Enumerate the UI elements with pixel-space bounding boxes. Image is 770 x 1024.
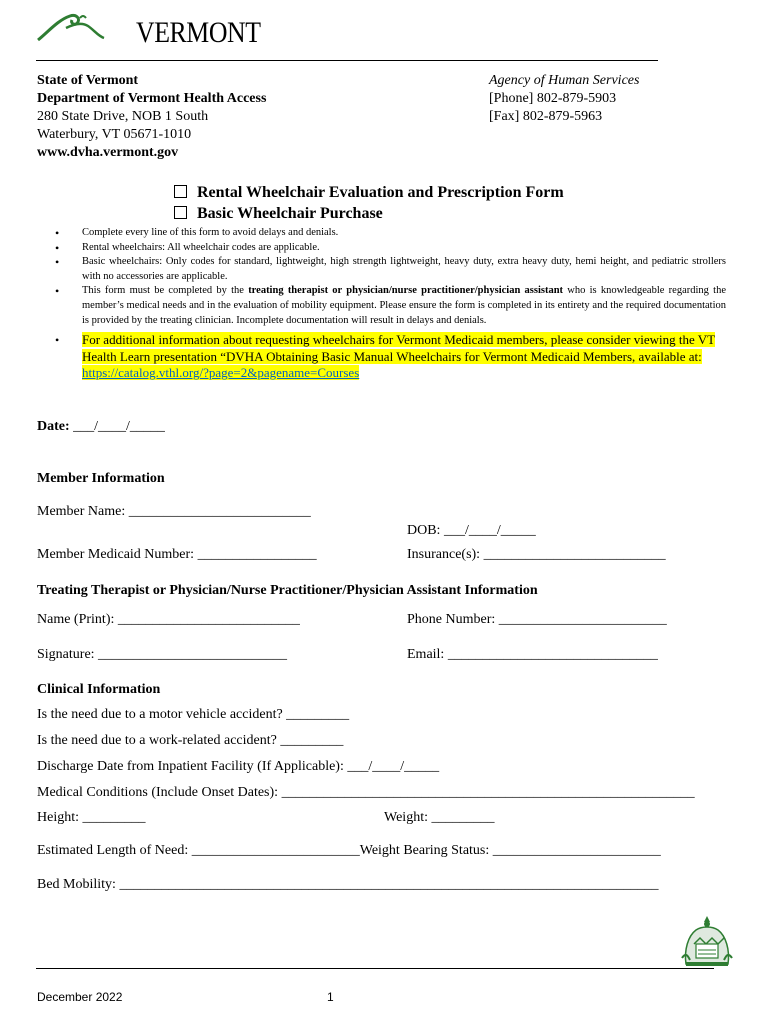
motor-vehicle-label: Is the need due to a motor vehicle accident? — [37, 707, 283, 722]
work-related-label: Is the need due to a work-related accident? — [37, 733, 277, 748]
instruction-item: • Basic wheelchairs: Only codes for standard, lightweight, high strength lightweight, heavy duty, extra heavy duty, hemi height, and pediatric strollers with no accessories are applicable. — [36, 255, 726, 284]
name-print-row — [37, 612, 300, 628]
insurance-label: Insurance(s): — [407, 547, 481, 562]
member-name-row — [37, 504, 311, 520]
member-name-field[interactable]: __________________________ — [128, 504, 311, 519]
header-divider — [36, 60, 658, 61]
medicaid-number-label: Member Medicaid Number: — [37, 547, 195, 562]
email-label: Email: — [407, 647, 445, 662]
date-row — [37, 419, 165, 435]
bed-mobility-field[interactable]: _____________________________________________________________________________ — [119, 877, 659, 892]
date-field[interactable]: ___/____/_____ — [73, 419, 165, 434]
height-row — [37, 810, 146, 826]
signature-label: Signature: — [37, 647, 95, 662]
instruction-text: who is knowledgeable regarding the member’s medical needs and in the evaluation of mobility equipment. Please ensure the form is completed in its entirety and the required documentation is provided by the treating clinician. Incomplete documentation will result in delays and denials. — [82, 285, 726, 326]
address-line-1: 280 State Drive, NOB 1 South — [37, 109, 209, 124]
instructions-list — [36, 226, 726, 382]
instruction-item: • Rental wheelchairs: All wheelchair codes are applicable. — [36, 241, 726, 256]
instruction-item: • Complete every line of this form to avoid delays and denials. — [36, 226, 726, 241]
height-field[interactable]: _________ — [82, 810, 146, 825]
insurance-field[interactable]: __________________________ — [483, 547, 666, 562]
discharge-row — [37, 759, 439, 775]
work-related-field[interactable]: _________ — [280, 733, 344, 748]
signature-field[interactable]: ___________________________ — [98, 647, 288, 662]
discharge-field[interactable]: ___/____/_____ — [347, 759, 440, 774]
member-info-heading: Member Information — [37, 471, 165, 486]
medical-conditions-row — [37, 785, 695, 801]
footer-divider — [36, 968, 714, 969]
title-basic-label: Basic Wheelchair Purchase — [197, 205, 383, 222]
agency-name: Agency of Human Services — [489, 73, 640, 88]
address-line-2: Waterbury, VT 05671-1010 — [37, 127, 192, 142]
email-row — [407, 647, 658, 663]
email-field[interactable]: ______________________________ — [447, 647, 658, 662]
height-label: Height: — [37, 810, 79, 825]
mountain-logo-icon — [36, 10, 106, 46]
website-link[interactable]: www.dvha.vermont.gov — [37, 145, 179, 160]
work-related-row — [37, 733, 343, 749]
motor-vehicle-row — [37, 707, 349, 723]
basic-checkbox[interactable] — [174, 206, 187, 219]
weight-label: Weight: — [384, 810, 428, 825]
instruction-text: This form must be completed by the — [82, 285, 249, 297]
highlight-text: For additional information about requesting wheelchairs for Vermont Medicaid members, please consider viewing the VT Health Learn presentation “DVHA Obtaining Basic Manual Wheelchairs for Vermont Medicaid Members, available at: — [82, 332, 715, 364]
weight-bearing-label: Weight Bearing Status: — [359, 843, 490, 858]
vermont-seal-icon — [680, 914, 734, 970]
clinical-info-heading: Clinical Information — [37, 682, 161, 697]
title-basic-option[interactable] — [174, 205, 383, 223]
length-of-need-field[interactable]: ________________________ — [191, 843, 360, 858]
motor-vehicle-field[interactable]: _________ — [286, 707, 350, 722]
length-of-need-label: Estimated Length of Need: — [37, 843, 189, 858]
dob-label: DOB: — [407, 523, 441, 538]
length-of-need-row — [37, 843, 661, 859]
bed-mobility-row — [37, 877, 658, 893]
title-rental-option[interactable] — [174, 184, 564, 202]
signature-row — [37, 647, 287, 663]
dob-row — [407, 523, 536, 539]
medical-conditions-label: Medical Conditions (Include Onset Dates): — [37, 785, 279, 800]
weight-row — [384, 810, 494, 826]
bed-mobility-label: Bed Mobility: — [37, 877, 116, 892]
member-name-label: Member Name: — [37, 504, 126, 519]
phone-label: Phone Number: — [407, 612, 496, 627]
medicaid-number-field[interactable]: _________________ — [197, 547, 317, 562]
rental-checkbox[interactable] — [174, 185, 187, 198]
logo-text: VERMONT — [136, 16, 261, 49]
insurance-row — [407, 547, 666, 563]
phone-field[interactable]: ________________________ — [498, 612, 667, 627]
instruction-item-highlight — [36, 332, 726, 382]
page-number: 1 — [327, 990, 334, 1004]
dob-field[interactable]: ___/____/_____ — [443, 523, 536, 538]
catalog-link[interactable]: https://catalog.vthl.org/?page=2&pagename=Courses — [82, 365, 360, 381]
weight-field[interactable]: _________ — [431, 810, 495, 825]
department-name: Department of Vermont Health Access — [37, 91, 267, 106]
name-print-label: Name (Print): — [37, 612, 115, 627]
weight-bearing-field[interactable]: ________________________ — [492, 843, 661, 858]
name-print-field[interactable]: __________________________ — [117, 612, 300, 627]
discharge-label: Discharge Date from Inpatient Facility (If Applicable): — [37, 759, 344, 774]
phone-row — [407, 612, 667, 628]
date-label: Date: — [37, 419, 70, 434]
title-rental-label: Rental Wheelchair Evaluation and Prescription Form — [197, 184, 564, 201]
fax-line: [Fax] 802-879-5963 — [489, 109, 603, 124]
footer-date: December 2022 — [37, 990, 123, 1004]
phone-line: [Phone] 802-879-5903 — [489, 91, 617, 106]
medicaid-number-row — [37, 547, 317, 563]
instruction-bold-text: treating therapist or physician/nurse practitioner/physician assistant — [248, 285, 564, 297]
medical-conditions-field[interactable]: ___________________________________________________________ — [281, 785, 695, 800]
vermont-logo — [36, 10, 261, 49]
therapist-info-heading: Treating Therapist or Physician/Nurse Practitioner/Physician Assistant Information — [37, 583, 538, 598]
org-name: State of Vermont — [37, 73, 139, 88]
instruction-item — [36, 284, 726, 328]
